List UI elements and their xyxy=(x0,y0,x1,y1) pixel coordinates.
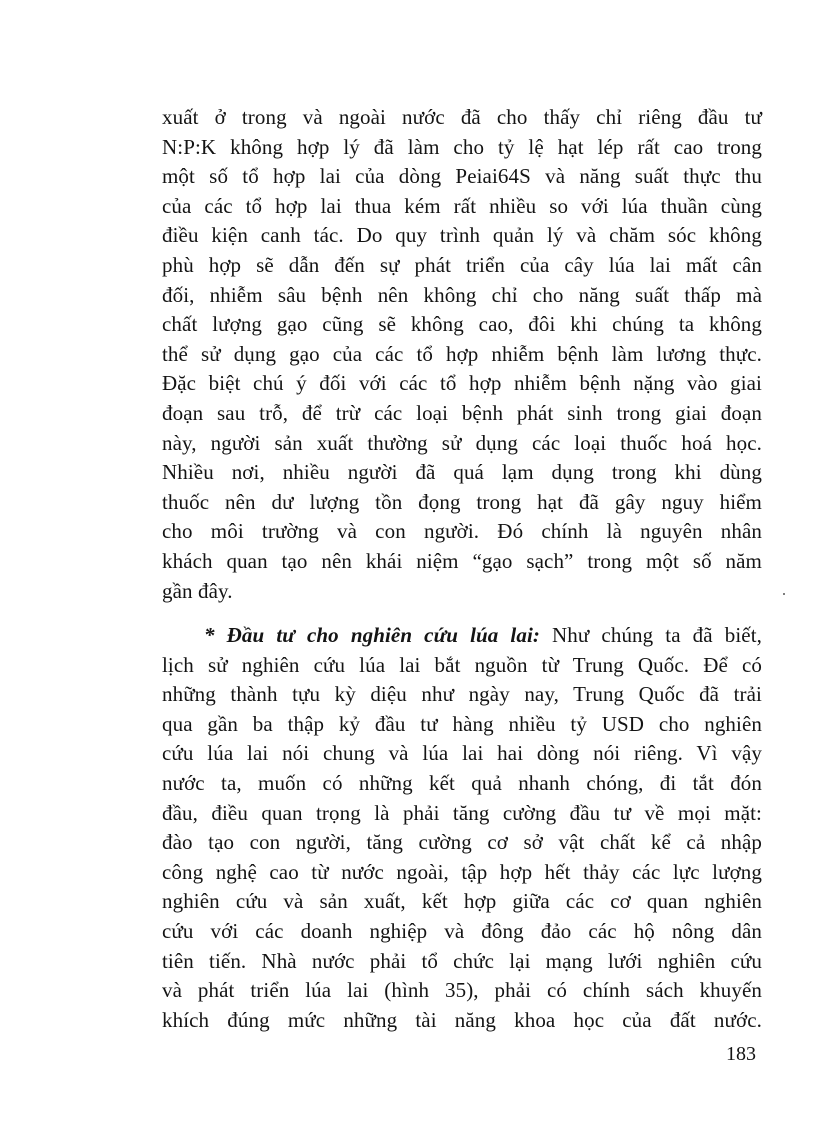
text-line: thuốc nên dư lượng tồn đọng trong hạt đã gây nguy hiểm xyxy=(162,489,762,514)
text-line: Nhiều nơi, nhiều người đã quá lạm dụng trong khi dùng xyxy=(162,460,762,485)
text-line: nước ta, muốn có những kết quả nhanh chóng, đi tắt đón xyxy=(162,771,762,796)
text-line: một số tổ hợp lai của dòng Peiai64S và năng suất thực thu xyxy=(162,164,762,189)
text-line: này, người sản xuất thường sử dụng các loại thuốc hoá học. xyxy=(162,430,762,455)
text-line: cứu lúa lai nói chung và lúa lai hai dòng nói riêng. Vì vậy xyxy=(162,741,762,766)
text-line: Đặc biệt chú ý đối với các tổ hợp nhiễm bệnh nặng vào giai xyxy=(162,371,762,396)
section-heading: * Đầu tư cho nghiên cứu lúa lai: xyxy=(204,623,540,648)
text-line: tiên tiến. Nhà nước phải tổ chức lại mạng lưới nghiên cứu xyxy=(162,948,762,973)
scan-speck xyxy=(783,593,785,595)
text-line: đầu, điều quan trọng là phải tăng cường đầu tư về mọi mặt: xyxy=(162,800,762,825)
first-line-text: Như chúng ta đã biết, xyxy=(540,623,762,648)
page-number: 183 xyxy=(726,1043,756,1065)
text-line: gần đây. xyxy=(162,578,233,603)
text-line: đoạn sau trỗ, để trừ các loại bệnh phát sinh trong giai đoạn xyxy=(162,400,762,425)
text-line: nghiên cứu và sản xuất, kết hợp giữa các cơ quan nghiên xyxy=(162,889,762,914)
text-line: cứu với các doanh nghiệp và đông đảo các hộ nông dân xyxy=(162,919,762,944)
paragraph-fertilizer-investment xyxy=(162,103,762,606)
text-line: điều kiện canh tác. Do quy trình quản lý và chăm sóc không xyxy=(162,223,762,248)
text-line: lịch sử nghiên cứu lúa lai bắt nguồn từ Trung Quốc. Để có xyxy=(162,652,762,677)
text-line: những thành tựu kỳ diệu như ngày nay, Trung Quốc đã trải xyxy=(162,682,762,707)
paragraph-spacer xyxy=(162,606,762,621)
text-line: đào tạo con người, tăng cường cơ sở vật chất kể cả nhập xyxy=(162,830,762,855)
text-line: công nghệ cao từ nước ngoài, tập hợp hết thảy các lực lượng xyxy=(162,859,762,884)
paragraph-hybrid-rice-research xyxy=(162,621,762,1035)
text-line: khích đúng mức những tài năng khoa học của đất nước. xyxy=(162,1007,762,1032)
paragraph-first-line xyxy=(162,621,762,651)
text-line: thể sử dụng gạo của các tổ hợp nhiễm bệnh làm lương thực. xyxy=(162,341,762,366)
text-line: cho môi trường và con người. Đó chính là nguyên nhân xyxy=(162,519,762,544)
text-line: N:P:K không hợp lý đã làm cho tỷ lệ hạt lép rất cao trong xyxy=(162,134,762,159)
body-text xyxy=(162,103,762,1035)
text-line: phù hợp sẽ dẫn đến sự phát triển của cây lúa lai mất cân xyxy=(162,252,762,277)
text-line: khách quan tạo nên khái niệm “gạo sạch” trong một số năm xyxy=(162,548,762,573)
text-line: và phát triển lúa lai (hình 35), phải có chính sách khuyến xyxy=(162,978,762,1003)
text-line: đối, nhiễm sâu bệnh nên không chỉ cho năng suất thấp mà xyxy=(162,282,762,307)
text-line: chất lượng gạo cũng sẽ không cao, đôi khi chúng ta không xyxy=(162,312,762,337)
text-line: của các tổ hợp lai thua kém rất nhiều so với lúa thuần cùng xyxy=(162,193,762,218)
text-line: xuất ở trong và ngoài nước đã cho thấy chỉ riêng đầu tư xyxy=(162,105,762,129)
text-line: qua gần ba thập kỷ đầu tư hàng nhiều tỷ USD cho nghiên xyxy=(162,711,762,736)
